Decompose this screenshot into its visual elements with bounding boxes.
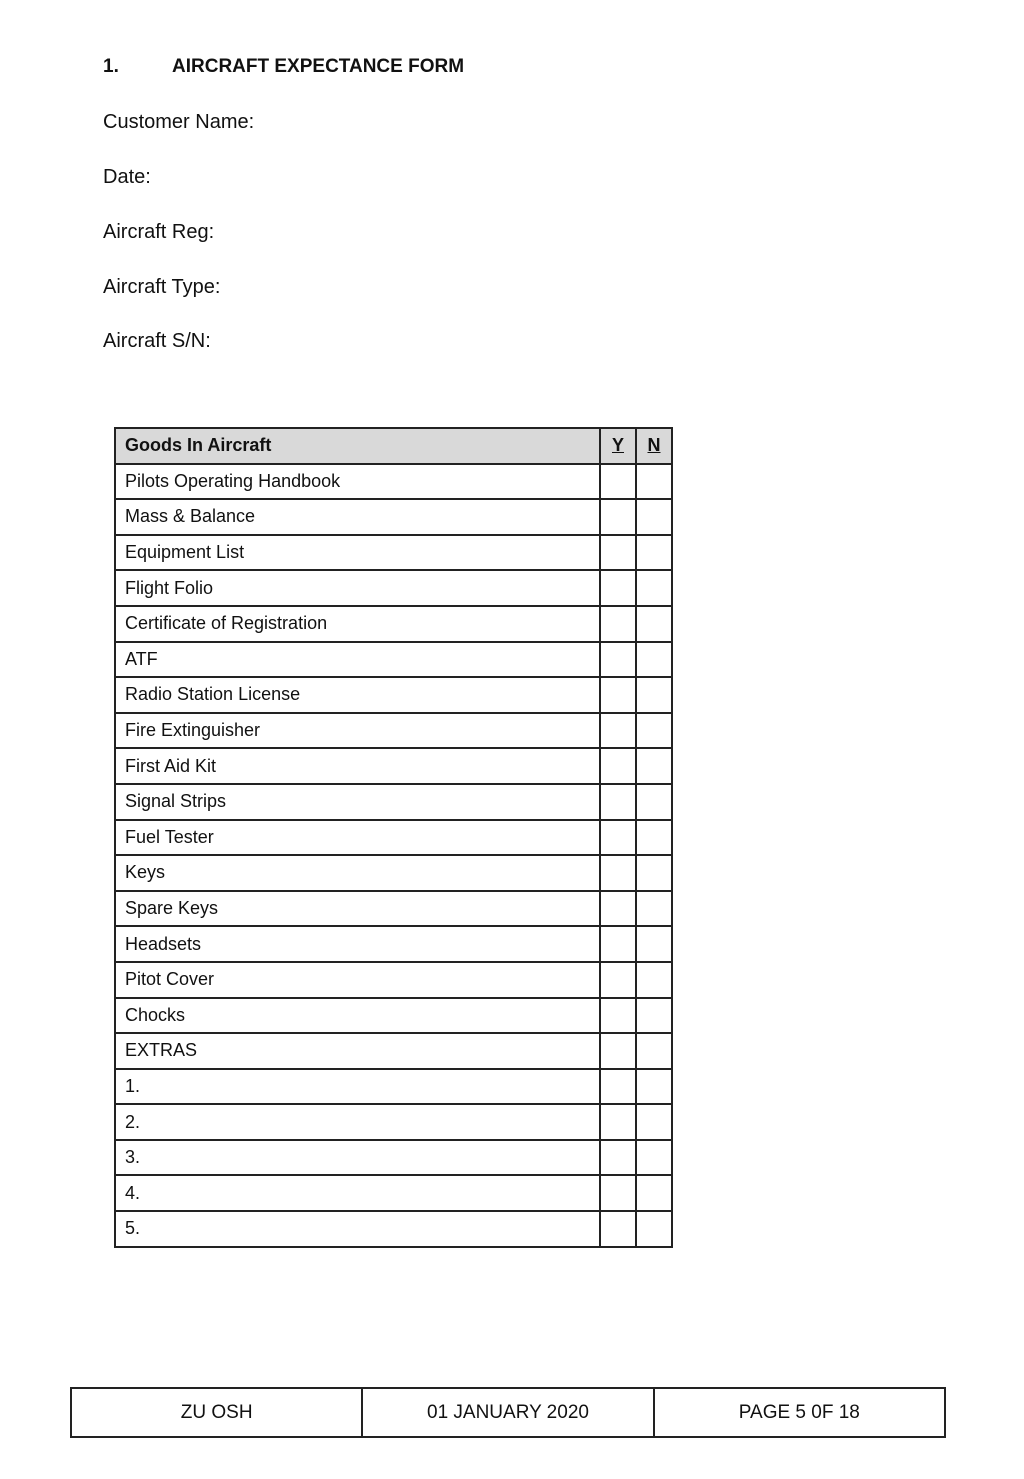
no-checkbox-cell[interactable]	[636, 1033, 672, 1069]
yes-checkbox-cell[interactable]	[600, 820, 636, 856]
table-row	[115, 1104, 672, 1140]
no-checkbox-cell[interactable]	[636, 570, 672, 606]
no-checkbox-cell[interactable]	[636, 713, 672, 749]
yes-checkbox-cell[interactable]	[600, 784, 636, 820]
goods-item-label: Radio Station License	[115, 677, 600, 713]
goods-item-label: Equipment List	[115, 535, 600, 571]
goods-item-label: Keys	[115, 855, 600, 891]
no-checkbox-cell[interactable]	[636, 784, 672, 820]
yes-checkbox-cell[interactable]	[600, 570, 636, 606]
no-checkbox-cell[interactable]	[636, 1104, 672, 1140]
goods-item-label: Chocks	[115, 998, 600, 1034]
footer-page-number: PAGE 5 0F 18	[654, 1388, 945, 1437]
section-heading	[103, 56, 464, 78]
no-checkbox-cell[interactable]	[636, 998, 672, 1034]
footer-date: 01 JANUARY 2020	[362, 1388, 653, 1437]
no-checkbox-cell[interactable]	[636, 677, 672, 713]
goods-item-label: Pilots Operating Handbook	[115, 464, 600, 500]
aircraft-sn-label: Aircraft S/N:	[103, 330, 211, 352]
table-row	[115, 998, 672, 1034]
yes-checkbox-cell[interactable]	[600, 1104, 636, 1140]
yes-checkbox-cell[interactable]	[600, 713, 636, 749]
aircraft-reg-label: Aircraft Reg:	[103, 221, 215, 243]
table-row	[115, 855, 672, 891]
goods-item-label: Headsets	[115, 926, 600, 962]
table-row	[115, 606, 672, 642]
yes-checkbox-cell[interactable]	[600, 606, 636, 642]
customer-name-label: Customer Name:	[103, 111, 255, 133]
yes-checkbox-cell[interactable]	[600, 926, 636, 962]
no-checkbox-cell[interactable]	[636, 926, 672, 962]
goods-item-label: Fire Extinguisher	[115, 713, 600, 749]
goods-item-label: Flight Folio	[115, 570, 600, 606]
goods-item-label: 1.	[115, 1069, 600, 1105]
table-row	[115, 820, 672, 856]
no-checkbox-cell[interactable]	[636, 855, 672, 891]
table-row	[115, 1069, 672, 1105]
yes-checkbox-cell[interactable]	[600, 1211, 636, 1247]
table-row	[115, 962, 672, 998]
yes-checkbox-cell[interactable]	[600, 642, 636, 678]
yes-checkbox-cell[interactable]	[600, 998, 636, 1034]
table-header-row	[115, 428, 672, 464]
goods-item-label: Certificate of Registration	[115, 606, 600, 642]
header-goods-in-aircraft: Goods In Aircraft	[115, 428, 600, 464]
no-checkbox-cell[interactable]	[636, 1211, 672, 1247]
goods-item-label: Signal Strips	[115, 784, 600, 820]
no-checkbox-cell[interactable]	[636, 1140, 672, 1176]
header-no: N	[636, 428, 672, 464]
goods-item-label: 2.	[115, 1104, 600, 1140]
no-checkbox-cell[interactable]	[636, 820, 672, 856]
goods-item-label: 4.	[115, 1175, 600, 1211]
no-checkbox-cell[interactable]	[636, 1175, 672, 1211]
table-row	[115, 464, 672, 500]
goods-item-label: Pitot Cover	[115, 962, 600, 998]
table-row	[115, 677, 672, 713]
no-checkbox-cell[interactable]	[636, 1069, 672, 1105]
goods-checklist-table	[114, 427, 673, 1248]
no-checkbox-cell[interactable]	[636, 642, 672, 678]
no-checkbox-cell[interactable]	[636, 535, 672, 571]
table-row	[115, 784, 672, 820]
section-title: AIRCRAFT EXPECTANCE FORM	[172, 56, 465, 77]
yes-checkbox-cell[interactable]	[600, 748, 636, 784]
goods-item-label: 3.	[115, 1140, 600, 1176]
yes-checkbox-cell[interactable]	[600, 499, 636, 535]
goods-item-label: 5.	[115, 1211, 600, 1247]
yes-checkbox-cell[interactable]	[600, 677, 636, 713]
goods-item-label: ATF	[115, 642, 600, 678]
section-number: 1.	[103, 56, 119, 77]
table-row	[115, 748, 672, 784]
yes-checkbox-cell[interactable]	[600, 535, 636, 571]
table-row	[115, 1033, 672, 1069]
goods-item-label: Fuel Tester	[115, 820, 600, 856]
yes-checkbox-cell[interactable]	[600, 1140, 636, 1176]
table-row	[115, 1175, 672, 1211]
page-footer	[70, 1387, 946, 1438]
goods-item-label: EXTRAS	[115, 1033, 600, 1069]
table-row	[115, 713, 672, 749]
no-checkbox-cell[interactable]	[636, 464, 672, 500]
footer-aircraft-reg: ZU OSH	[71, 1388, 362, 1437]
yes-checkbox-cell[interactable]	[600, 1069, 636, 1105]
table-row	[115, 1140, 672, 1176]
aircraft-type-label: Aircraft Type:	[103, 276, 221, 298]
table-row	[115, 1211, 672, 1247]
yes-checkbox-cell[interactable]	[600, 962, 636, 998]
goods-item-label: Spare Keys	[115, 891, 600, 927]
yes-checkbox-cell[interactable]	[600, 464, 636, 500]
table-row	[115, 891, 672, 927]
header-yes: Y	[600, 428, 636, 464]
goods-item-label: Mass & Balance	[115, 499, 600, 535]
yes-checkbox-cell[interactable]	[600, 1175, 636, 1211]
date-label: Date:	[103, 166, 151, 188]
table-row	[115, 535, 672, 571]
no-checkbox-cell[interactable]	[636, 499, 672, 535]
no-checkbox-cell[interactable]	[636, 962, 672, 998]
table-row	[115, 499, 672, 535]
yes-checkbox-cell[interactable]	[600, 1033, 636, 1069]
yes-checkbox-cell[interactable]	[600, 855, 636, 891]
no-checkbox-cell[interactable]	[636, 748, 672, 784]
no-checkbox-cell[interactable]	[636, 606, 672, 642]
table-row	[115, 642, 672, 678]
no-checkbox-cell[interactable]	[636, 891, 672, 927]
table-row	[115, 926, 672, 962]
yes-checkbox-cell[interactable]	[600, 891, 636, 927]
table-row	[115, 570, 672, 606]
goods-item-label: First Aid Kit	[115, 748, 600, 784]
